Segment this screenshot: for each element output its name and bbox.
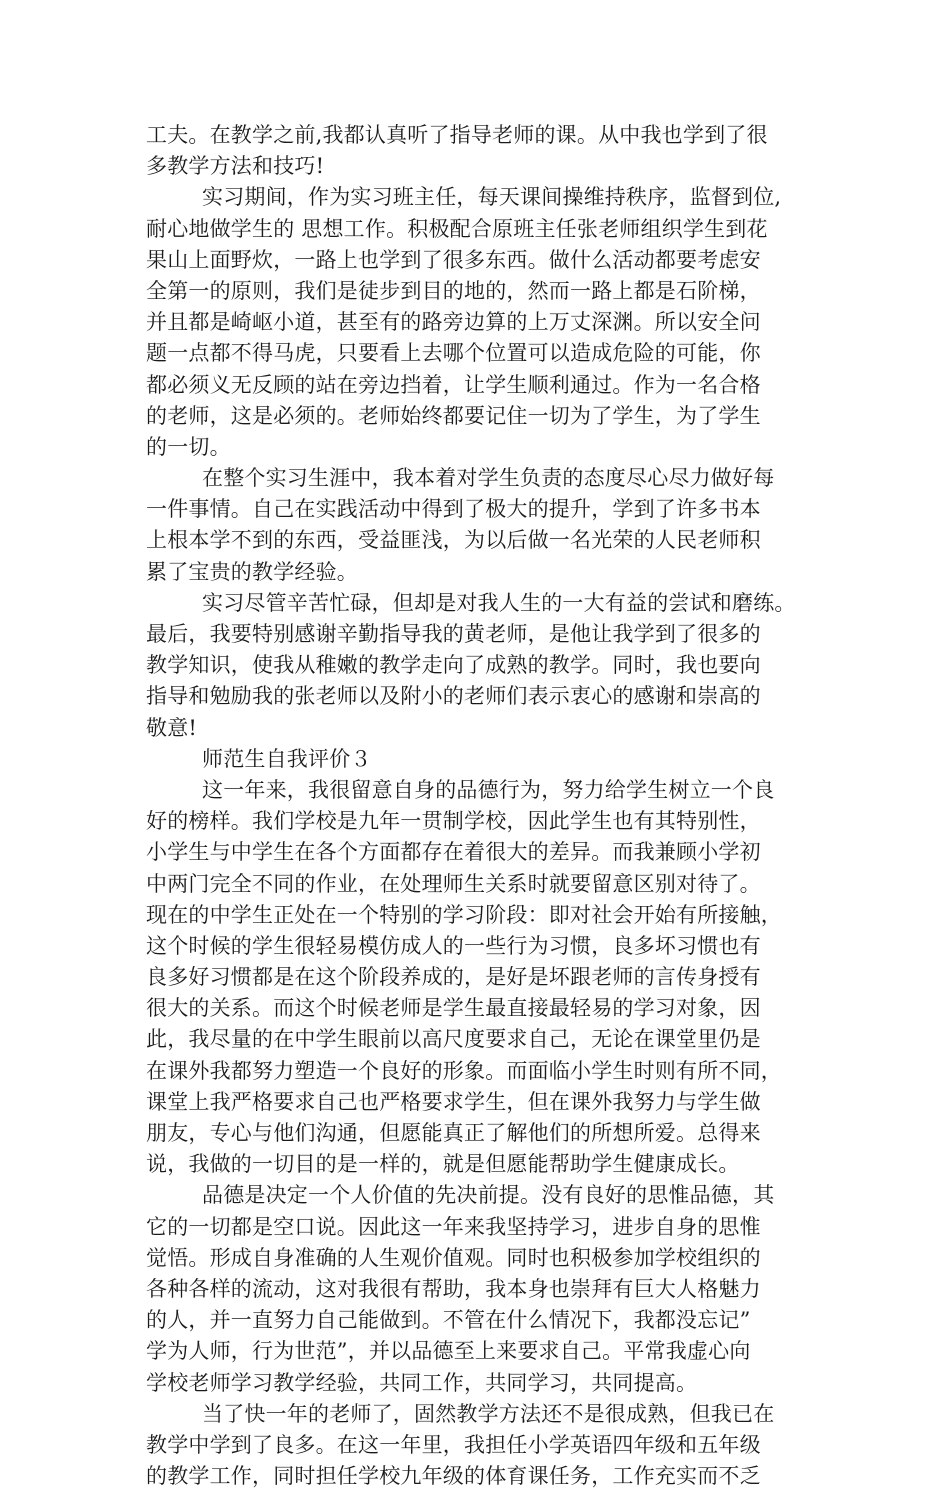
paragraph-first-line: 师范生自我评价３: [202, 746, 372, 771]
text-line: 很大的关系。而这个时候老师是学生最直接最轻易的学习对象，因: [146, 996, 761, 1021]
text-line: 教学中学到了良多。在这一年里，我担任小学英语四年级和五年级: [146, 1432, 761, 1457]
document-body: [146, 120, 806, 1492]
text-line: 上根本学不到的东西，受益匪浅，为以后做一名光荣的人民老师积: [146, 528, 761, 553]
text-line: 全第一的原则，我们是徒步到目的地的，然而一路上都是石阶梯，: [146, 278, 761, 303]
text-line: 多教学方法和技巧!: [146, 154, 325, 179]
text-line: 说，我做的一切目的是一样的，就是但愿能帮助学生健康成长。: [146, 1152, 740, 1177]
text-line: 好的榜样。我们学校是九年一贯制学校，因此学生也有其特别性，: [146, 809, 761, 834]
text-line: 小学生与中学生在各个方面都存在着很大的差异。而我兼顾小学初: [146, 840, 761, 865]
paragraph-first-line: 品德是决定一个人价值的先决前提。没有良好的思惟品德，其: [202, 1183, 775, 1208]
text-line: 良多好习惯都是在这个阶段养成的，是好是坏跟老师的言传身授有: [146, 965, 761, 990]
paragraph-first-line: 在整个实习生涯中，我本着对学生负责的态度尽心尽力做好每: [202, 466, 775, 491]
text-line: 课堂上我严格要求自己也严格要求学生，但在课外我努力与学生做: [146, 1089, 761, 1114]
text-line: 题一点都不得马虎，只要看上去哪个位置可以造成危险的可能，你: [146, 341, 761, 366]
paragraph-first-line: 实习尽管辛苦忙碌，但却是对我人生的一大有益的尝试和磨练。: [202, 590, 796, 615]
text-line: 最后，我要特别感谢辛勤指导我的黄老师，是他让我学到了很多的: [146, 622, 761, 646]
paragraph-first-line: 实习期间，作为实习班主任，每天课间操维持秩序，监督到位,: [202, 185, 782, 210]
text-line: 一件事情。自己在实践活动中得到了极大的提升，学到了许多书本: [146, 497, 761, 522]
text-line: 并且都是崎岖小道，甚至有的路旁边算的上万丈深渊。所以安全问: [146, 310, 761, 335]
text-line: 敬意!: [146, 715, 198, 740]
text-line: 都必须义无反顾的站在旁边挡着，让学生顺利通过。作为一名合格: [146, 372, 761, 397]
text-line: 学为人师，行为世范”，并以品德至上来要求自己。平常我虚心向: [146, 1339, 751, 1364]
text-line: 觉悟。形成自身准确的人生观价值观。同时也积极参加学校组织的: [146, 1245, 761, 1270]
text-line: 学校老师学习教学经验，共同工作，共同学习，共同提高。: [146, 1370, 698, 1395]
text-line: 工夫。在教学之前,我都认真听了指导老师的课。从中我也学到了很: [146, 123, 768, 147]
text-line: 的教学工作，同时担任学校九年级的体育课任务，工作充实而不乏: [146, 1464, 761, 1489]
text-line: 在课外我都努力塑造一个良好的形象。而面临小学生时则有所不同，: [146, 1058, 782, 1083]
text-line: 耐心地做学生的 思想工作。积极配合原班主任张老师组织学生到花: [146, 216, 768, 241]
paragraph-first-line: 这一年来，我很留意自身的品德行为，努力给学生树立一个良: [202, 777, 775, 802]
text-line: 现在的中学生正处在一个特别的学习阶段：即对社会开始有所接触，: [146, 902, 782, 927]
text-line: 的老师，这是必须的。老师始终都要记住一切为了学生，为了学生: [146, 403, 761, 428]
paragraph-first-line: 当了快一年的老师了，固然教学方法还不是很成熟，但我已在: [202, 1401, 775, 1426]
text-line: 的人，并一直努力自己能做到。不管在什么情况下，我都没忘记”: [146, 1308, 751, 1333]
text-line: 它的一切都是空口说。因此这一年来我坚持学习，进步自身的思惟: [146, 1214, 761, 1239]
text-line: 的一切。: [146, 434, 231, 459]
text-line: 此，我尽量的在中学生眼前以高尺度要求自己，无论在课堂里仍是: [146, 1027, 761, 1052]
text-line: 教学知识，使我从稚嫩的教学走向了成熟的教学。同时，我也要向: [146, 653, 761, 678]
text-line: 中两门完全不同的作业，在处理师生关系时就要留意区别对待了。: [146, 871, 761, 896]
text-line: 指导和勉励我的张老师以及附小的老师们表示衷心的感谢和崇高的: [146, 684, 761, 709]
text-line: 果山上面野炊，一路上也学到了很多东西。做什么活动都要考虑安: [146, 247, 761, 272]
text-line: 累了宝贵的教学经验。: [146, 559, 358, 584]
text-line: 各种各样的流动，这对我很有帮助，我本身也崇拜有巨大人格魅力: [146, 1276, 761, 1301]
text-line: 朋友，专心与他们沟通，但愿能真正了解他们的所想所爱。总得来: [146, 1121, 761, 1145]
text-line: 这个时候的学生很轻易模仿成人的一些行为习惯，良多坏习惯也有: [146, 933, 761, 958]
